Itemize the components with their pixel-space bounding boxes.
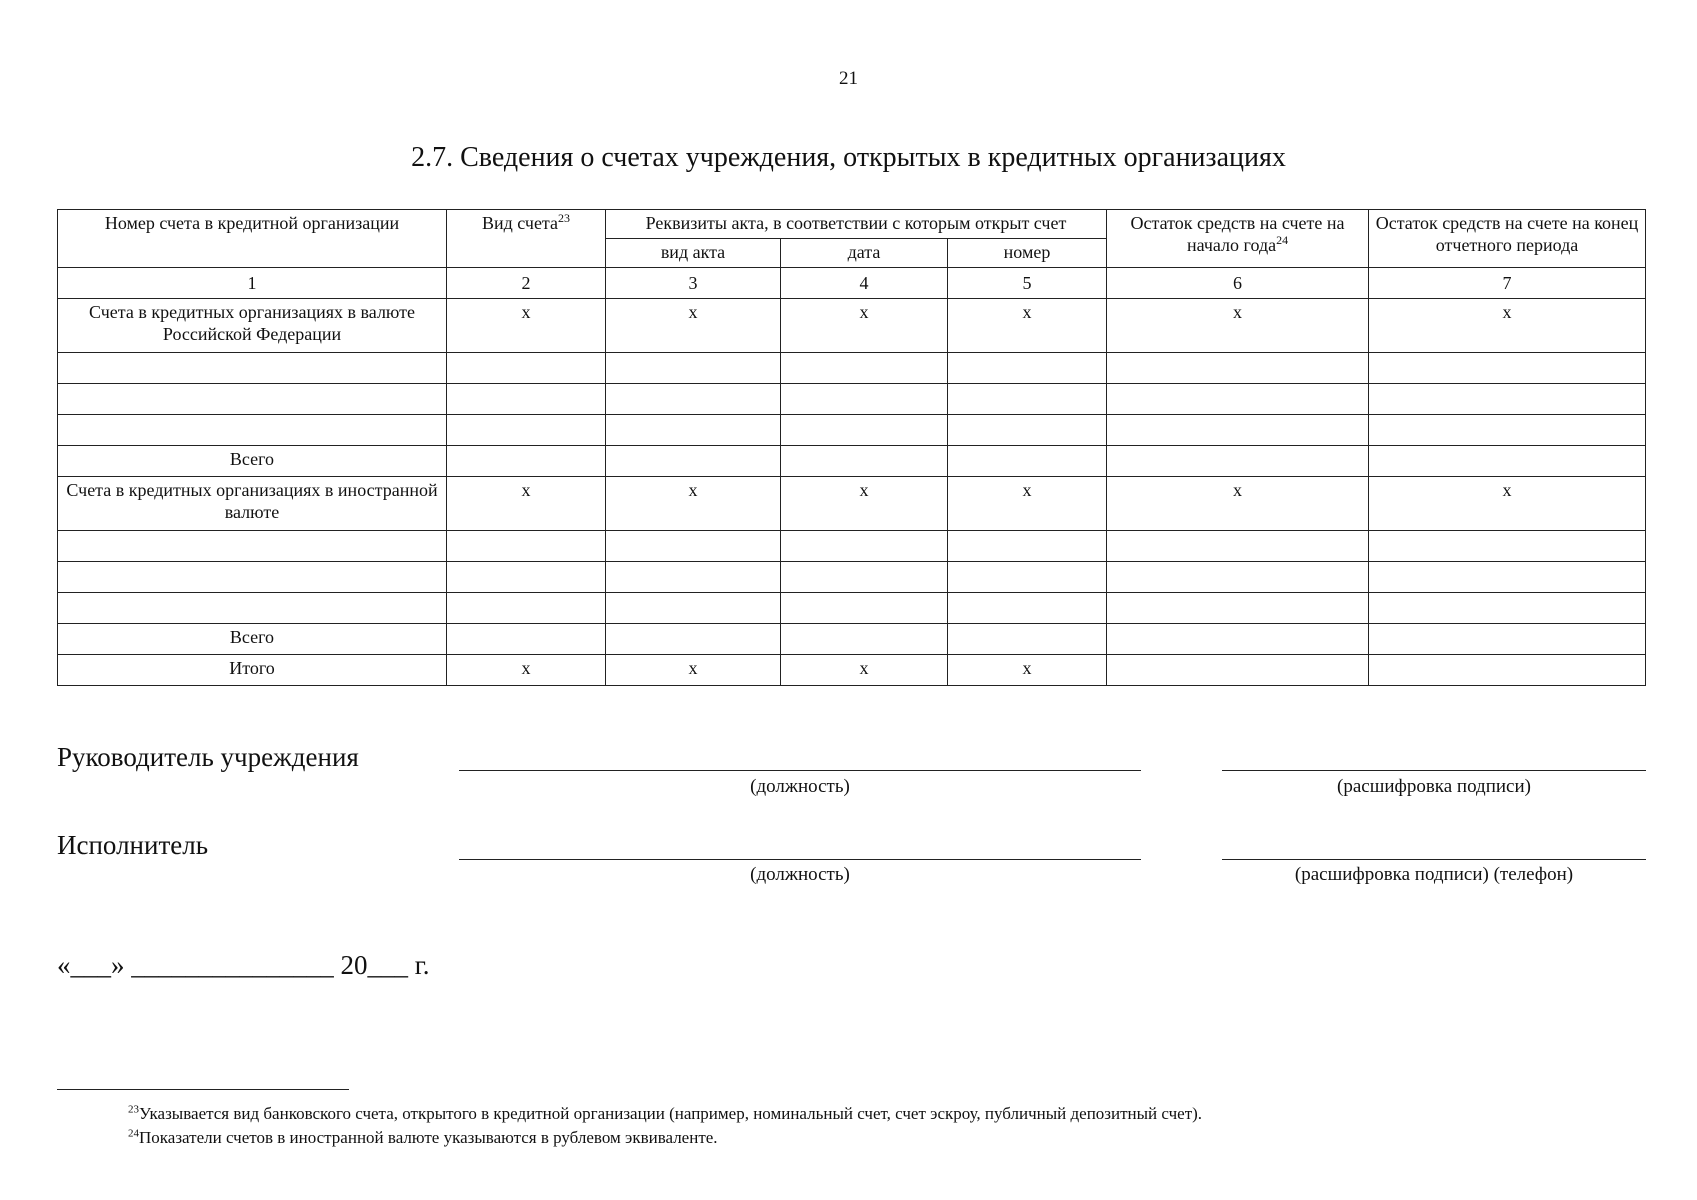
cell[interactable] xyxy=(1107,384,1369,415)
header-act-date: дата xyxy=(781,239,948,268)
cell[interactable] xyxy=(781,624,948,655)
column-number: 3 xyxy=(606,268,781,299)
cell[interactable] xyxy=(1369,446,1646,477)
column-number: 6 xyxy=(1107,268,1369,299)
head-decode-line[interactable] xyxy=(1222,770,1646,771)
x-mark: x xyxy=(781,477,948,531)
executor-decode-line[interactable] xyxy=(1222,859,1646,860)
grand-total-label: Итого xyxy=(58,655,447,686)
x-mark: x xyxy=(1369,477,1646,531)
executor-decode-caption: (расшифровка подписи) (телефон) xyxy=(1294,864,1574,885)
x-mark: x xyxy=(1369,299,1646,353)
page-number: 21 xyxy=(839,68,858,89)
column-number: 4 xyxy=(781,268,948,299)
cell[interactable] xyxy=(1107,446,1369,477)
cell[interactable] xyxy=(948,624,1107,655)
cell[interactable] xyxy=(1107,531,1369,562)
x-mark: x xyxy=(447,655,606,686)
cell[interactable] xyxy=(948,384,1107,415)
cell[interactable] xyxy=(58,353,447,384)
table-row xyxy=(58,562,1646,593)
cell[interactable] xyxy=(447,415,606,446)
cell[interactable] xyxy=(606,593,781,624)
head-position-caption: (должность) xyxy=(750,776,850,797)
head-decode-caption: (расшифровка подписи) xyxy=(1337,776,1531,797)
header-balance-start: Остаток средств на счете на начало года$^{24}$ xyxy=(1107,210,1369,268)
cell[interactable] xyxy=(781,593,948,624)
date-line[interactable]: «___» _______________ 20___ г. xyxy=(57,950,430,980)
header-balance-end: Остаток средств на счете на конец отчетного периода xyxy=(1369,210,1646,268)
x-mark: x xyxy=(781,655,948,686)
cell[interactable] xyxy=(447,593,606,624)
cell[interactable] xyxy=(1107,624,1369,655)
cell[interactable] xyxy=(948,353,1107,384)
cell[interactable] xyxy=(1369,562,1646,593)
cell[interactable] xyxy=(948,562,1107,593)
header-act-details: Реквизиты акта, в соответствии с которым открыт счет xyxy=(606,210,1107,239)
header-act-number: номер xyxy=(948,239,1107,268)
cell[interactable] xyxy=(447,624,606,655)
cell[interactable] xyxy=(58,562,447,593)
section-foreign-row xyxy=(58,477,1646,531)
executor-position-line[interactable] xyxy=(459,859,1141,860)
table-row xyxy=(58,593,1646,624)
cell[interactable] xyxy=(948,446,1107,477)
total-label: Всего xyxy=(58,446,447,477)
head-label: Руководитель учреждения xyxy=(57,742,359,772)
cell[interactable] xyxy=(948,531,1107,562)
footnote-divider xyxy=(57,1089,349,1090)
cell[interactable] xyxy=(781,531,948,562)
grand-total-row xyxy=(58,655,1646,686)
cell[interactable] xyxy=(781,353,948,384)
cell[interactable] xyxy=(606,353,781,384)
section-rub-label: Счета в кредитных организациях в валюте Российской Федерации xyxy=(58,299,447,353)
cell[interactable] xyxy=(447,384,606,415)
x-mark: x xyxy=(606,655,781,686)
cell[interactable] xyxy=(1107,353,1369,384)
table-row xyxy=(58,353,1646,384)
column-number: 2 xyxy=(447,268,606,299)
cell[interactable] xyxy=(1369,415,1646,446)
cell[interactable] xyxy=(606,415,781,446)
header-account-type: Вид счета$^{23}$ xyxy=(447,210,606,268)
section-foreign-label: Счета в кредитных организациях в иностранной валюте xyxy=(58,477,447,531)
x-mark: x xyxy=(948,477,1107,531)
accounts-table xyxy=(57,209,1646,686)
cell[interactable] xyxy=(1107,415,1369,446)
x-mark: x xyxy=(606,477,781,531)
x-mark: x xyxy=(781,299,948,353)
section-rub-row xyxy=(58,299,1646,353)
cell[interactable] xyxy=(58,531,447,562)
cell[interactable] xyxy=(447,446,606,477)
cell[interactable] xyxy=(781,562,948,593)
cell[interactable] xyxy=(606,624,781,655)
table-row xyxy=(58,531,1646,562)
total-label: Всего xyxy=(58,624,447,655)
cell[interactable] xyxy=(1107,655,1369,686)
table-row xyxy=(58,415,1646,446)
column-numbers-row xyxy=(58,268,1646,299)
cell[interactable] xyxy=(447,353,606,384)
section-title: 2.7. Сведения о счетах учреждения, открытых в кредитных организациях xyxy=(411,142,1286,173)
footnote-23: $^{23}$Указывается вид банковского счета, открытого в кредитной организации (например, номинальный счет, счет эскроу, публичный депозитный счет). xyxy=(128,1103,1203,1123)
cell[interactable] xyxy=(948,415,1107,446)
cell[interactable] xyxy=(606,562,781,593)
cell[interactable] xyxy=(781,384,948,415)
cell[interactable] xyxy=(1369,531,1646,562)
x-mark: x xyxy=(948,655,1107,686)
header-account-number: Номер счета в кредитной организации xyxy=(58,210,447,268)
x-mark: x xyxy=(948,299,1107,353)
cell[interactable] xyxy=(1369,655,1646,686)
cell[interactable] xyxy=(58,415,447,446)
cell[interactable] xyxy=(1107,562,1369,593)
column-number: 5 xyxy=(948,268,1107,299)
footnote-24: $^{24}$Показатели счетов в иностранной валюте указываются в рублевом эквиваленте. xyxy=(128,1127,718,1147)
table-row xyxy=(58,384,1646,415)
cell[interactable] xyxy=(781,446,948,477)
x-mark: x xyxy=(447,477,606,531)
cell[interactable] xyxy=(606,446,781,477)
cell[interactable] xyxy=(447,562,606,593)
cell[interactable] xyxy=(1107,593,1369,624)
total-foreign-row xyxy=(58,624,1646,655)
total-rub-row xyxy=(58,446,1646,477)
cell[interactable] xyxy=(1369,384,1646,415)
executor-position-caption: (должность) xyxy=(750,864,850,885)
column-number: 7 xyxy=(1369,268,1646,299)
cell[interactable] xyxy=(1369,593,1646,624)
cell[interactable] xyxy=(606,531,781,562)
cell[interactable] xyxy=(447,531,606,562)
x-mark: x xyxy=(1107,477,1369,531)
cell[interactable] xyxy=(58,384,447,415)
cell[interactable] xyxy=(606,384,781,415)
column-number: 1 xyxy=(58,268,447,299)
head-position-line[interactable] xyxy=(459,770,1141,771)
cell[interactable] xyxy=(781,415,948,446)
cell[interactable] xyxy=(1369,624,1646,655)
header-act-type: вид акта xyxy=(606,239,781,268)
x-mark: x xyxy=(1107,299,1369,353)
cell[interactable] xyxy=(948,593,1107,624)
x-mark: x xyxy=(447,299,606,353)
executor-label: Исполнитель xyxy=(57,830,209,860)
cell[interactable] xyxy=(1369,353,1646,384)
cell[interactable] xyxy=(58,593,447,624)
x-mark: x xyxy=(606,299,781,353)
